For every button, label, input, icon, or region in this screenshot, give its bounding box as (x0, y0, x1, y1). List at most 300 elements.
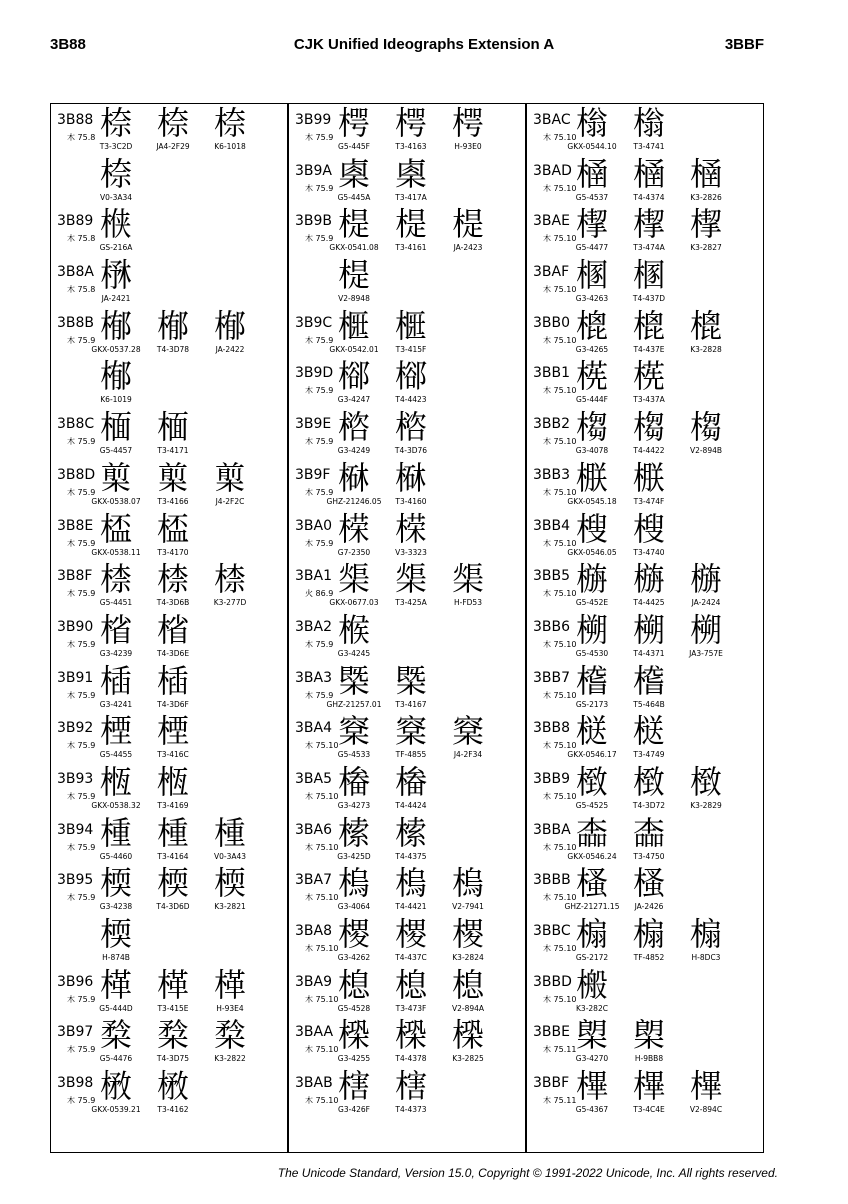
source-reference: V2-894C (689, 1105, 723, 1115)
glyph-row (527, 104, 765, 155)
glyph-cell (145, 712, 201, 760)
ideograph-glyph: 㮈 (99, 154, 132, 193)
source-reference: V2-894A (451, 1003, 485, 1013)
radical-stroke-label: 木 75.8 (67, 133, 96, 142)
glyph-cell (621, 408, 677, 456)
ideograph-glyph: 㮡 (337, 560, 370, 599)
source-reference: G5-4530 (575, 648, 609, 658)
ideograph-glyph: 㮚 (394, 154, 427, 193)
glyph-row (289, 307, 527, 358)
ideograph-glyph: 㮒 (156, 712, 189, 751)
source-reference: T4-437D (632, 294, 666, 304)
radical-stroke-label: 木 75.9 (305, 234, 334, 244)
code-point-label: 3BA2 (295, 618, 332, 635)
ideograph-glyph: 㮷 (632, 661, 665, 700)
code-point-label: 3BB6 (533, 618, 571, 635)
glyph-cell (326, 712, 382, 760)
radical-stroke-label: 木 75.9 (305, 183, 334, 193)
glyph-cell (326, 915, 382, 963)
code-point-entry (527, 814, 765, 865)
glyph-cell (383, 459, 439, 507)
chart-column-1 (51, 104, 289, 1152)
ideograph-glyph: 㮱 (632, 357, 665, 396)
ideograph-glyph: 㮤 (337, 712, 370, 751)
ideograph-glyph: 㮘 (156, 1067, 189, 1106)
source-reference: G3-4265 (575, 344, 609, 354)
code-point-label: 3BB2 (533, 416, 571, 433)
source-reference: T3-4749 (633, 750, 665, 760)
ideograph-glyph: 㮋 (213, 306, 246, 345)
source-reference: G3-4247 (337, 395, 371, 405)
ideograph-glyph: 㮥 (394, 762, 427, 801)
source-reference: T3-4169 (157, 800, 189, 810)
radical-stroke-label: 木 75.9 (67, 842, 96, 852)
code-point-entry (289, 560, 527, 611)
glyph-cell (326, 510, 382, 558)
code-point-entry (51, 814, 289, 865)
code-point-entry (51, 712, 289, 763)
ideograph-glyph: 㮫 (337, 1067, 370, 1106)
source-reference: H-8DC3 (691, 953, 721, 962)
chart-column-3 (527, 104, 765, 1152)
source-reference: JA-2421 (101, 294, 131, 304)
source-reference: T4-437E (633, 344, 665, 354)
glyph-cell (678, 763, 734, 811)
ideograph-glyph: 㮡 (394, 560, 427, 599)
source-reference: T3-4741 (633, 142, 665, 151)
source-reference: GS-2172 (575, 953, 609, 962)
source-reference: G5-4457 (99, 446, 133, 456)
code-point-label: 3B95 (57, 872, 94, 889)
source-reference: G3-4245 (337, 648, 371, 658)
radical-stroke-label: 木 75.9 (305, 487, 334, 497)
ideograph-glyph: 㮢 (337, 610, 370, 649)
source-reference: G5-4367 (575, 1105, 609, 1115)
source-reference: G3-4263 (575, 294, 609, 304)
radical-stroke-label: 木 75.9 (67, 1096, 96, 1106)
ideograph-glyph: 㮶 (575, 610, 608, 649)
radical-stroke-label: 木 75.9 (305, 335, 334, 345)
code-point-entry (289, 104, 527, 155)
source-reference: GHZ-21271.15 (564, 902, 620, 912)
source-reference: G3-4255 (337, 1054, 371, 1064)
code-point-label: 3B9B (295, 213, 333, 230)
glyph-cell (202, 814, 258, 862)
radical-stroke-label: 木 75.10 (305, 842, 339, 852)
glyph-row (527, 611, 765, 662)
ideograph-glyph: 㮗 (99, 1016, 132, 1055)
glyph-row (51, 256, 289, 307)
ideograph-glyph: 㮾 (575, 1016, 608, 1055)
source-reference: T4-437C (395, 953, 427, 962)
ideograph-glyph: 㮨 (451, 915, 484, 953)
glyph-row (289, 915, 527, 966)
code-point-entry (51, 510, 289, 561)
ideograph-glyph: 㮼 (575, 915, 608, 953)
source-reference: H-874B (102, 953, 130, 962)
ideograph-glyph: 㮹 (632, 762, 665, 801)
glyph-row (51, 1016, 289, 1067)
code-point-label: 3BB1 (533, 365, 571, 382)
glyph-cell (145, 560, 201, 608)
source-reference: K3-2822 (214, 1054, 246, 1064)
ideograph-glyph: 㮾 (632, 1016, 665, 1055)
glyph-cell (621, 510, 677, 558)
glyph-row (527, 510, 765, 561)
source-reference: H-93E0 (454, 142, 482, 151)
ideograph-glyph: 㮩 (337, 965, 370, 1004)
source-reference: G5-4537 (575, 192, 609, 202)
glyph-cell (202, 560, 258, 608)
source-reference: G3-425D (337, 851, 371, 861)
glyph-cell (564, 1067, 620, 1115)
source-reference: T3-4740 (633, 547, 665, 557)
glyph-row (51, 560, 289, 611)
ideograph-glyph: 㮠 (394, 509, 427, 548)
radical-stroke-label: 木 75.9 (67, 538, 96, 548)
code-point-label: 3B8F (57, 568, 93, 585)
glyph-cell (145, 104, 201, 152)
source-reference: T4-4374 (633, 192, 665, 202)
code-point-label: 3B8A (57, 264, 94, 281)
ideograph-glyph: 㮜 (337, 306, 370, 345)
source-reference: H-9BB8 (634, 1054, 664, 1064)
source-reference: K3-2824 (452, 953, 484, 962)
ideograph-glyph: 㮋 (99, 357, 132, 396)
ideograph-glyph: 㮖 (99, 965, 132, 1004)
glyph-row (51, 611, 289, 662)
glyph-cell (383, 1067, 439, 1115)
code-point-label: 3BB7 (533, 669, 571, 686)
radical-stroke-label: 木 75.9 (67, 741, 96, 751)
code-point-entry (527, 864, 765, 915)
ideograph-glyph: 㮙 (337, 104, 370, 142)
radical-stroke-label: 木 75.11 (543, 1045, 577, 1055)
source-reference: G5-444F (576, 395, 608, 405)
glyph-cell (383, 712, 439, 760)
radical-stroke-label: 木 75.9 (67, 994, 96, 1004)
ideograph-glyph: 㮴 (632, 509, 665, 548)
code-point-label: 3BBA (533, 821, 571, 838)
radical-stroke-label: 木 75.10 (543, 589, 577, 599)
code-point-entry (51, 966, 289, 1017)
code-point-entry (527, 763, 765, 814)
glyph-cell (202, 459, 258, 507)
source-reference: T4-4375 (395, 851, 427, 861)
glyph-row (289, 357, 527, 408)
radical-stroke-label: 木 75.10 (543, 285, 577, 295)
source-reference: JA4-2F29 (156, 142, 190, 151)
radical-stroke-label: 木 75.9 (67, 589, 96, 599)
glyph-cell (145, 408, 201, 456)
code-point-label: 3BBE (533, 1024, 570, 1041)
code-point-entry (289, 205, 527, 306)
source-reference: T3-474A (633, 243, 665, 253)
glyph-row (527, 357, 765, 408)
code-point-label: 3BAC (533, 112, 571, 128)
radical-stroke-label: 木 75.10 (543, 842, 577, 852)
ideograph-glyph: 㮵 (575, 560, 608, 599)
code-point-label: 3B94 (57, 821, 94, 838)
code-point-entry (289, 357, 527, 408)
glyph-cell (326, 1016, 382, 1064)
source-reference: GKX-0541.08 (329, 243, 379, 253)
source-reference: GKX-0677.03 (329, 598, 379, 608)
source-reference: G3-4078 (575, 446, 609, 456)
source-reference: G7-2350 (337, 547, 371, 557)
source-reference: GKX-0538.32 (91, 800, 141, 810)
glyph-cell (621, 1016, 677, 1064)
glyph-cell (326, 307, 382, 355)
glyph-row (51, 864, 289, 915)
source-reference: T3-4C4E (633, 1105, 665, 1115)
source-reference: TF-4852 (633, 953, 665, 962)
glyph-row (289, 510, 527, 561)
ideograph-glyph: 㮵 (689, 560, 722, 599)
glyph-row (527, 915, 765, 966)
ideograph-glyph: 㮒 (99, 712, 132, 751)
code-point-label: 3BBB (533, 872, 571, 889)
ideograph-glyph: 㮫 (394, 1067, 427, 1106)
source-reference: K3-2825 (452, 1054, 484, 1064)
glyph-row (289, 611, 527, 662)
source-reference: G5-4477 (575, 243, 609, 253)
code-point-entry (289, 864, 527, 915)
radical-stroke-label: 木 75.10 (543, 690, 577, 700)
ideograph-glyph: 㮺 (575, 813, 608, 852)
glyph-cell (88, 357, 144, 405)
glyph-row (527, 1016, 765, 1067)
ideograph-glyph: 㮮 (575, 205, 608, 244)
ideograph-glyph: 㮬 (632, 104, 665, 142)
radical-stroke-label: 木 75.10 (543, 335, 577, 345)
ideograph-glyph: 㮰 (632, 306, 665, 345)
source-reference: T3-3C2D (99, 142, 133, 151)
source-reference: G5-452E (575, 598, 609, 608)
radical-stroke-label: 木 75.9 (305, 386, 334, 396)
source-reference: T3-4171 (157, 446, 189, 456)
header-right-code: 3BBF (724, 36, 764, 53)
glyph-cell (678, 611, 734, 659)
glyph-cell (440, 915, 496, 963)
ideograph-glyph: 㮏 (99, 560, 132, 599)
code-point-label: 3B9F (295, 466, 331, 483)
ideograph-glyph: 㮙 (394, 104, 427, 142)
ideograph-glyph: 㮍 (213, 458, 246, 497)
glyph-row (51, 662, 289, 713)
ideograph-glyph: 㮈 (156, 104, 189, 142)
ideograph-glyph: 㮰 (575, 306, 608, 345)
source-reference: G5-445F (338, 142, 370, 151)
ideograph-glyph: 㮸 (632, 712, 665, 751)
glyph-cell (564, 510, 620, 558)
radical-stroke-label: 木 75.9 (67, 1045, 96, 1055)
radical-stroke-label: 木 75.10 (543, 234, 577, 244)
source-reference: GS-216A (99, 243, 133, 253)
glyph-cell (621, 662, 677, 710)
ideograph-glyph: 㮪 (394, 1016, 427, 1055)
source-reference: J4-2F34 (453, 750, 483, 760)
source-reference: V0-3A34 (99, 192, 133, 202)
code-point-label: 3B9C (295, 314, 333, 331)
glyph-row (527, 408, 765, 459)
source-reference: G5-445A (337, 192, 371, 202)
radical-stroke-label: 木 75.8 (67, 234, 96, 244)
source-reference: T4-3D6F (157, 699, 189, 709)
glyph-cell (326, 408, 382, 456)
ideograph-glyph: 㮧 (451, 864, 484, 903)
code-point-label: 3B98 (57, 1075, 94, 1092)
ideograph-glyph: 㮪 (451, 1016, 484, 1055)
glyph-cell (678, 205, 734, 253)
glyph-cell (564, 155, 620, 203)
glyph-cell (564, 1016, 620, 1064)
code-point-label: 3B8D (57, 466, 96, 483)
source-reference: GKX-0546.05 (567, 547, 617, 557)
source-reference: GKX-0544.10 (567, 142, 617, 151)
ideograph-glyph: 㮕 (156, 864, 189, 903)
ideograph-glyph: 㮑 (99, 661, 132, 700)
radical-stroke-label: 木 75.10 (543, 437, 577, 447)
source-reference: T3-415F (395, 344, 427, 354)
glyph-cell (88, 205, 144, 253)
code-point-label: 3BA4 (295, 720, 332, 737)
glyph-cell (326, 814, 382, 862)
ideograph-glyph: 㮗 (213, 1016, 246, 1055)
glyph-cell (88, 966, 144, 1014)
code-point-entry (289, 459, 527, 510)
glyph-cell (564, 966, 620, 1014)
glyph-cell (326, 256, 382, 304)
code-point-entry (527, 662, 765, 713)
source-reference: JA-2424 (691, 598, 721, 608)
source-reference: G3-4241 (99, 699, 133, 709)
glyph-cell (564, 814, 620, 862)
glyph-cell (145, 307, 201, 355)
radical-stroke-label: 木 75.10 (543, 944, 577, 953)
glyph-cell (145, 763, 201, 811)
glyph-cell (326, 155, 382, 203)
glyph-row (289, 104, 527, 155)
ideograph-glyph: 㮛 (394, 205, 427, 244)
glyph-cell (88, 256, 144, 304)
glyph-cell (202, 864, 258, 912)
ideograph-glyph: 㮙 (451, 104, 484, 142)
source-reference: G5-4451 (99, 598, 133, 608)
code-point-label: 3BA0 (295, 517, 332, 534)
glyph-cell (88, 459, 144, 507)
ideograph-glyph: 㮚 (337, 154, 370, 193)
copyright-footer: The Unicode Standard, Version 15.0, Copyright © 1991-2022 Unicode, Inc. All rights reserved. (277, 1166, 778, 1180)
glyph-cell (145, 814, 201, 862)
glyph-cell (88, 763, 144, 811)
radical-stroke-label: 木 75.10 (543, 893, 577, 903)
radical-stroke-label: 木 75.9 (305, 639, 334, 649)
ideograph-glyph: 㮞 (394, 408, 427, 447)
glyph-cell (383, 864, 439, 912)
ideograph-glyph: 㮌 (99, 408, 132, 447)
source-reference: H-FD53 (454, 598, 482, 608)
glyph-cell (383, 205, 439, 253)
source-reference: K3-282C (576, 1003, 608, 1013)
code-point-entry (527, 510, 765, 561)
ideograph-glyph: 㮌 (156, 408, 189, 447)
source-reference: K3-2828 (690, 344, 722, 354)
glyph-cell (383, 966, 439, 1014)
radical-stroke-label: 木 75.9 (305, 690, 334, 700)
ideograph-glyph: 㮩 (394, 965, 427, 1004)
code-point-entry (289, 814, 527, 865)
glyph-cell (326, 205, 382, 253)
ideograph-glyph: 㮻 (575, 864, 608, 903)
glyph-cell (88, 560, 144, 608)
code-point-label: 3BBD (533, 973, 572, 990)
code-point-entry (51, 1016, 289, 1067)
ideograph-glyph: 㮛 (451, 205, 484, 244)
glyph-row (527, 560, 765, 611)
code-point-entry (527, 915, 765, 966)
code-point-entry (527, 307, 765, 358)
ideograph-glyph: 㮝 (337, 357, 370, 396)
source-reference: T4-3D6D (156, 902, 190, 912)
glyph-cell (440, 560, 496, 608)
code-point-entry (289, 915, 527, 966)
code-point-label: 3B97 (57, 1024, 94, 1041)
source-reference: G3-426F (338, 1105, 370, 1115)
glyph-cell (88, 611, 144, 659)
ideograph-glyph: 㮦 (394, 813, 427, 852)
ideograph-glyph: 㮛 (337, 256, 370, 295)
glyph-row (51, 408, 289, 459)
source-reference: T4-4423 (395, 395, 427, 405)
source-reference: GKX-0542.01 (329, 344, 379, 354)
radical-stroke-label: 木 75.10 (543, 994, 577, 1004)
glyph-cell (564, 408, 620, 456)
ideograph-glyph: 㮭 (632, 154, 665, 193)
code-point-label: 3BA9 (295, 973, 332, 990)
glyph-cell (88, 1067, 144, 1115)
radical-stroke-label: 木 75.10 (305, 1096, 339, 1106)
code-point-entry (527, 560, 765, 611)
source-reference: G5-4528 (337, 1003, 371, 1013)
source-reference: T4-4378 (395, 1054, 427, 1064)
radical-stroke-label: 木 75.9 (67, 791, 96, 801)
ideograph-glyph: 㮳 (632, 458, 665, 497)
code-point-label: 3B88 (57, 112, 94, 128)
glyph-cell (326, 104, 382, 152)
glyph-row (51, 357, 289, 408)
source-reference: T3-4166 (157, 496, 189, 506)
radical-stroke-label: 木 75.10 (305, 741, 339, 751)
source-reference: T4-4373 (395, 1105, 427, 1115)
glyph-cell (678, 155, 734, 203)
ideograph-glyph: 㮯 (575, 256, 608, 295)
radical-stroke-label: 木 75.9 (67, 690, 96, 700)
source-reference: T3-4160 (395, 496, 427, 506)
glyph-cell (621, 712, 677, 760)
code-point-entry (527, 256, 765, 307)
glyph-cell (145, 611, 201, 659)
glyph-cell (145, 510, 201, 558)
glyph-cell (564, 611, 620, 659)
code-point-entry (527, 104, 765, 155)
glyph-cell (326, 763, 382, 811)
ideograph-glyph: 㮰 (689, 306, 722, 345)
source-reference: K3-2821 (214, 902, 246, 912)
radical-stroke-label: 木 75.10 (543, 133, 577, 142)
glyph-cell (440, 864, 496, 912)
glyph-cell (383, 560, 439, 608)
